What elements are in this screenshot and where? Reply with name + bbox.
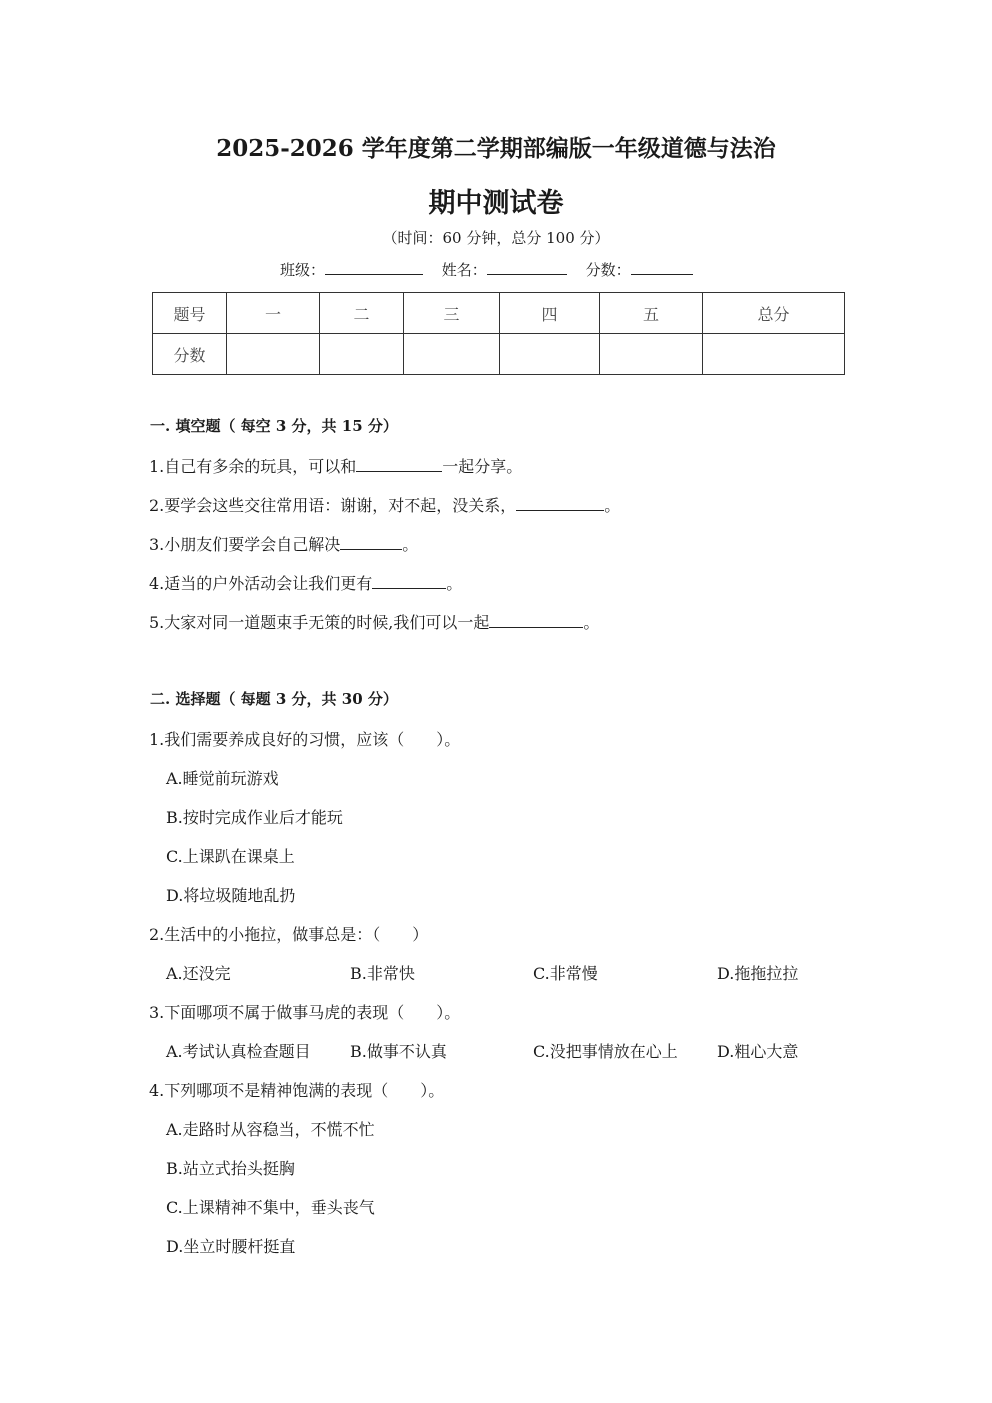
table-cell: 总分 <box>703 293 845 334</box>
table-cell: 题号 <box>153 293 227 334</box>
student-info-line <box>280 259 707 280</box>
fill-question <box>149 532 418 555</box>
choice-option[interactable]: A.走路时从容稳当，不慌不忙 <box>166 1120 375 1139</box>
choice-option[interactable]: C.上课趴在课桌上 <box>166 847 295 866</box>
answer-blank[interactable] <box>489 613 583 628</box>
choice-question-stem: 3.下面哪项不属于做事马虎的表现（ ）。 <box>149 1003 461 1022</box>
question-text: 一起分享。 <box>442 457 523 476</box>
choice-question-stem: 2.生活中的小拖拉，做事总是：（ ） <box>149 925 429 944</box>
fill-question <box>149 454 522 477</box>
score-cell[interactable] <box>320 334 404 375</box>
table-cell: 分数 <box>153 334 227 375</box>
question-text: 4.适当的户外活动会让我们更有 <box>149 574 373 593</box>
choice-option[interactable]: D.拖拖拉拉 <box>717 964 799 983</box>
fill-question <box>149 493 620 516</box>
table-cell: 二 <box>320 293 404 334</box>
question-text: 。 <box>446 574 463 593</box>
question-text: 。 <box>402 535 419 554</box>
section2-heading: 二. 选择题（ 每题 3 分，共 30 分） <box>150 690 398 708</box>
choice-option[interactable]: B.非常快 <box>350 964 415 983</box>
score-cell[interactable] <box>404 334 500 375</box>
choice-option[interactable]: B.按时完成作业后才能玩 <box>166 808 343 827</box>
score-table <box>152 292 845 375</box>
fill-question <box>149 571 462 594</box>
exam-title-line1: 2025-2026 学年度第二学期部编版一年级道德与法治 <box>216 135 776 162</box>
question-text: 5.大家对同一道题束手无策的时候,我们可以一起 <box>149 613 490 632</box>
answer-blank[interactable] <box>340 535 402 550</box>
score-table-header-row <box>153 293 845 334</box>
answer-blank[interactable] <box>516 496 604 511</box>
choice-option[interactable]: D.粗心大意 <box>717 1042 799 1061</box>
answer-blank[interactable] <box>356 457 442 472</box>
choice-option[interactable]: B.站立式抬头挺胸 <box>166 1159 295 1178</box>
choice-option[interactable]: A.还没完 <box>166 964 231 983</box>
table-cell: 一 <box>227 293 320 334</box>
name-blank[interactable] <box>487 260 567 275</box>
choice-option[interactable]: B.做事不认真 <box>350 1042 447 1061</box>
table-cell: 五 <box>600 293 703 334</box>
choice-option[interactable]: A.睡觉前玩游戏 <box>166 769 279 788</box>
score-table-score-row <box>153 334 845 375</box>
choice-option[interactable]: A.考试认真检查题目 <box>166 1042 311 1061</box>
question-text: 3.小朋友们要学会自己解决 <box>149 535 341 554</box>
score-cell[interactable] <box>227 334 320 375</box>
exam-title-line2: 期中测试卷 <box>428 188 564 219</box>
table-cell: 三 <box>404 293 500 334</box>
choice-question-stem: 4.下列哪项不是精神饱满的表现（ ）。 <box>149 1081 445 1100</box>
question-text: 。 <box>604 496 621 515</box>
score-label: 分数： <box>585 261 631 279</box>
section1-heading: 一. 填空题（ 每空 3 分，共 15 分） <box>150 417 398 435</box>
score-cell[interactable] <box>703 334 845 375</box>
answer-blank[interactable] <box>372 574 446 589</box>
choice-option[interactable]: C.上课精神不集中，垂头丧气 <box>166 1198 375 1217</box>
choice-option[interactable]: D.将垃圾随地乱扔 <box>166 886 296 905</box>
exam-subtitle: （时间：60 分钟，总分 100 分） <box>382 229 610 247</box>
choice-option[interactable]: C.非常慢 <box>533 964 598 983</box>
question-text: 2.要学会这些交往常用语：谢谢，对不起，没关系， <box>149 496 517 515</box>
score-cell[interactable] <box>500 334 600 375</box>
question-text: 1.自己有多余的玩具，可以和 <box>149 457 357 476</box>
score-blank[interactable] <box>631 260 693 275</box>
choice-option[interactable]: D.坐立时腰杆挺直 <box>166 1237 296 1256</box>
table-cell: 四 <box>500 293 600 334</box>
fill-question <box>149 610 599 633</box>
name-label: 姓名： <box>441 261 487 279</box>
class-label: 班级： <box>280 261 326 279</box>
score-cell[interactable] <box>600 334 703 375</box>
choice-option[interactable]: C.没把事情放在心上 <box>533 1042 678 1061</box>
choice-question-stem: 1.我们需要养成良好的习惯，应该（ ）。 <box>149 730 461 749</box>
question-text: 。 <box>583 613 600 632</box>
class-blank[interactable] <box>325 260 423 275</box>
